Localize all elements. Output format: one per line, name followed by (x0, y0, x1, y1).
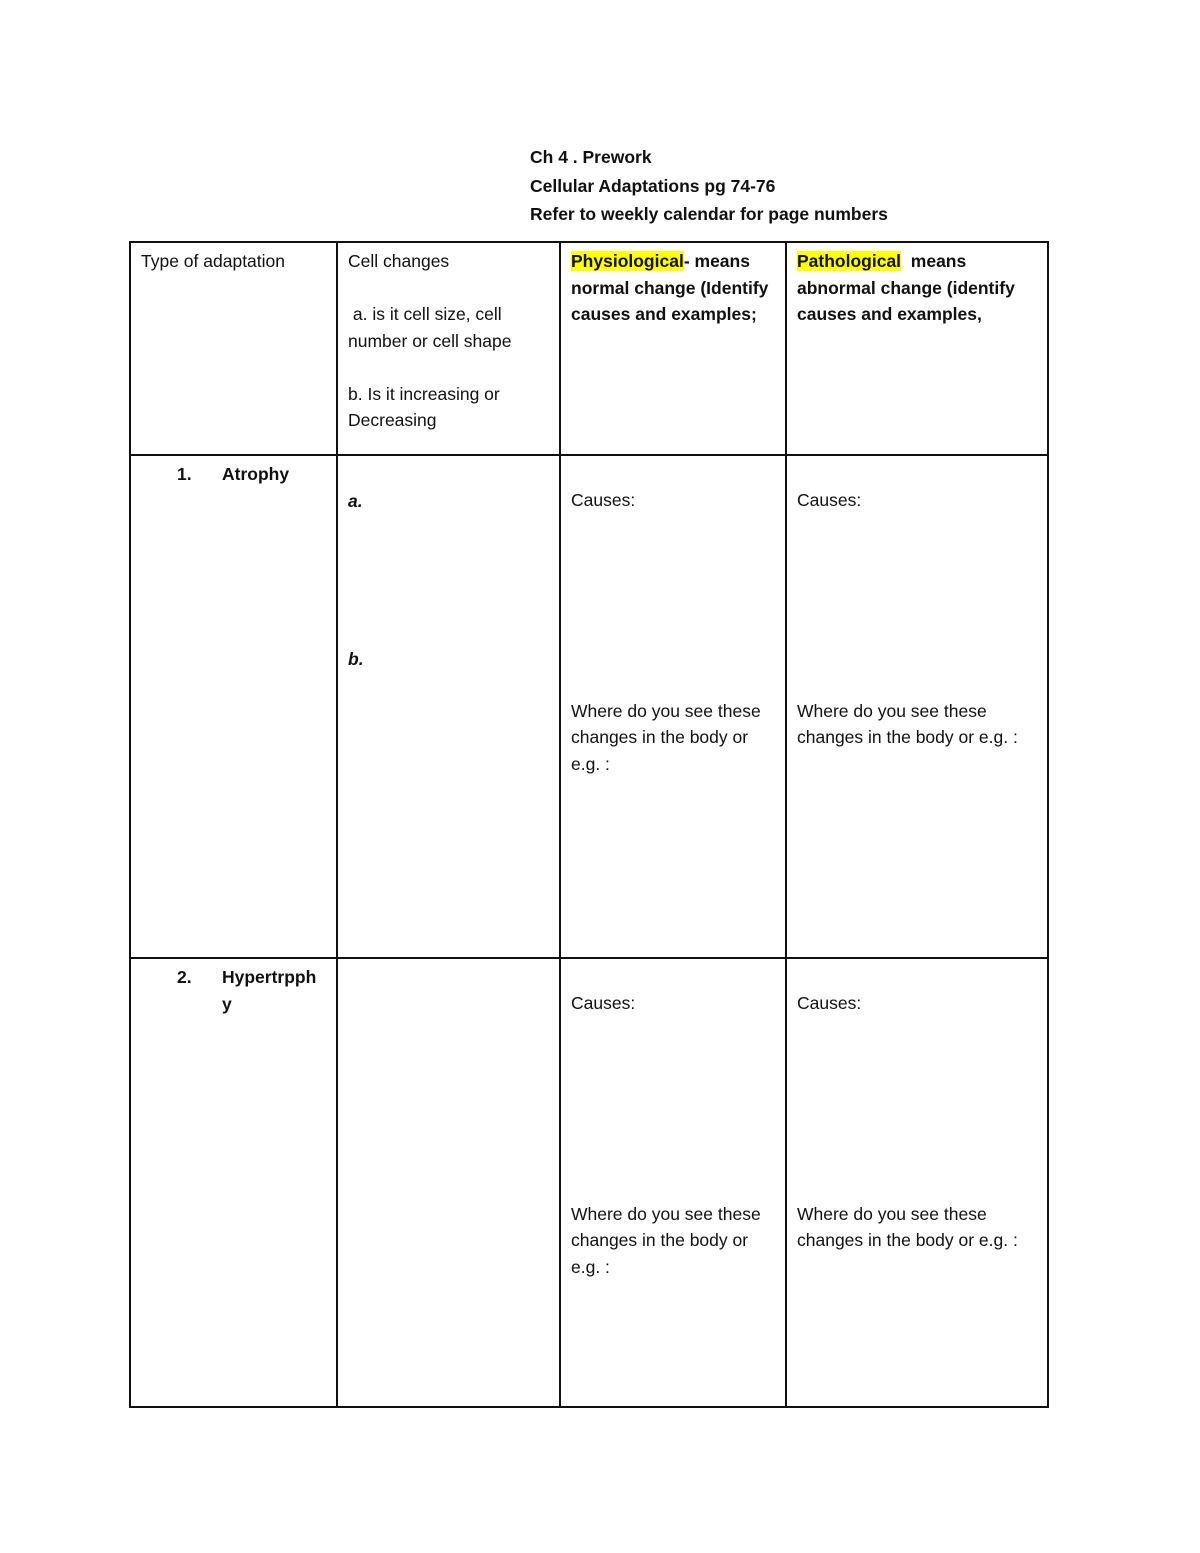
cell-changes-cell (337, 958, 560, 1407)
where-prompt: Where do you see these changes in the body or e.g. : (571, 700, 761, 774)
row-number: 1. (177, 464, 192, 484)
header-cell-changes-cell (337, 242, 560, 455)
pathological-highlight: Pathological (797, 251, 902, 271)
adaptation-table (129, 241, 1049, 1408)
physiological-highlight: Physiological (571, 251, 684, 271)
physiological-cell (560, 958, 786, 1407)
causes-label: Causes: (797, 490, 862, 510)
causes-label: Causes: (571, 490, 636, 510)
header-type-cell (130, 242, 337, 455)
header-cell-changes-b: b. Is it increasing or Decreasing (348, 383, 500, 430)
where-prompt: Where do you see these changes in the body or e.g. : (797, 700, 1018, 747)
type-cell (130, 455, 337, 958)
table-header-row (130, 242, 1048, 455)
pathological-description: means abnormal change (identify causes and examples, (797, 251, 1020, 324)
heading-topic: Cellular Adaptations pg 74-76 (530, 175, 776, 196)
header-cell-changes-a: a. is it cell size, cell number or cell shape (348, 304, 512, 351)
where-prompt: Where do you see these changes in the body or e.g. : (797, 1203, 1018, 1250)
table-row (130, 958, 1048, 1407)
header-type-label: Type of adaptation (141, 251, 285, 271)
header-cell-changes-title: Cell changes (348, 251, 450, 271)
header-pathological-cell (786, 242, 1048, 455)
causes-label: Causes: (571, 993, 636, 1013)
heading-instructions: Refer to weekly calendar for page numbers (530, 204, 888, 224)
where-prompt: Where do you see these changes in the body or e.g. : (571, 1203, 761, 1277)
heading-block (530, 143, 888, 229)
sub-item-a: a. (348, 491, 363, 511)
causes-label: Causes: (797, 993, 862, 1013)
type-cell (130, 958, 337, 1407)
cell-changes-cell (337, 455, 560, 958)
physiological-description: - means normal change (Identify causes and examples; (571, 251, 769, 324)
row-number: 2. (177, 967, 192, 987)
pathological-cell (786, 455, 1048, 958)
sub-item-b: b. (348, 648, 364, 669)
physiological-cell (560, 455, 786, 958)
table-row (130, 455, 1048, 958)
pathological-cell (786, 958, 1048, 1407)
adaptation-name: Hypertrpph y (222, 967, 317, 1014)
heading-chapter: Ch 4 . Prework (530, 147, 652, 167)
adaptation-name: Atrophy (222, 464, 290, 484)
header-physiological-cell (560, 242, 786, 455)
